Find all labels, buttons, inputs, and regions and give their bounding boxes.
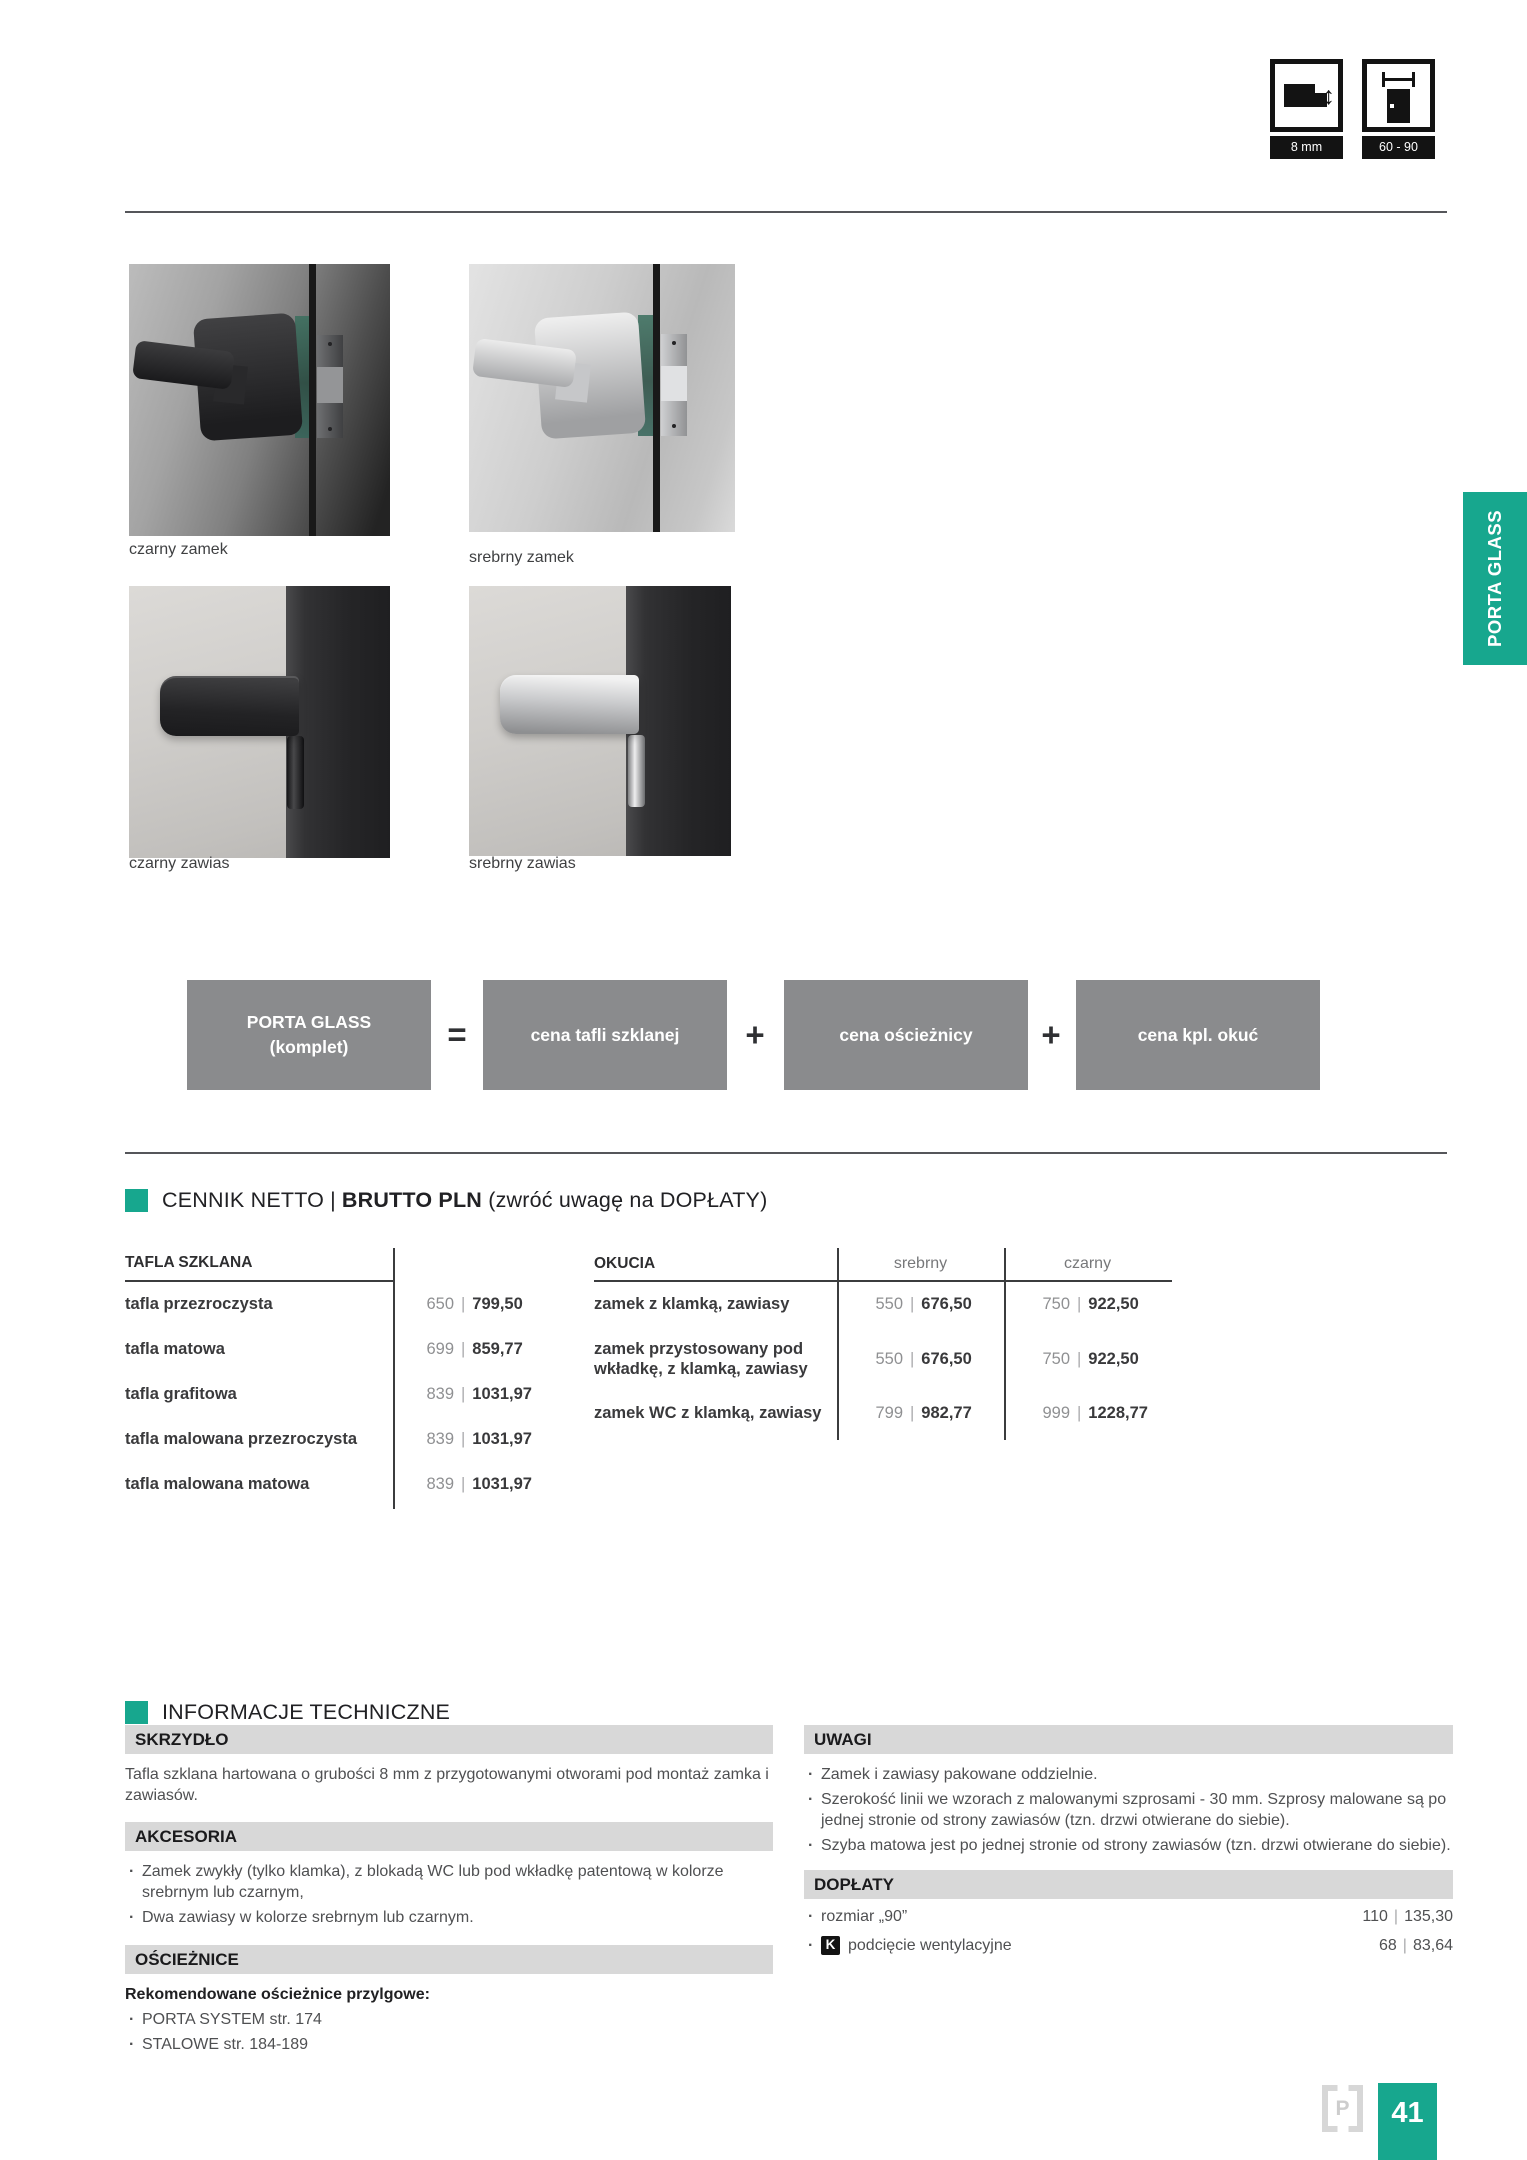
sidebar-tab-porta-glass: PORTA GLASS [1463, 492, 1527, 665]
glass-thickness-icon [1270, 59, 1343, 132]
bullet-item: · Zamek zwykły (tylko klamka), z blokadą WC lub pod wkładkę patentową w kolorze srebrnym lub czarnym, [125, 1861, 773, 1903]
netto-price: 839 [426, 1430, 454, 1448]
pricing-heading-part2: BRUTTO PLN [341, 1187, 483, 1212]
brutto-price: 859,77 [472, 1340, 523, 1358]
formula-term-box [784, 980, 1028, 1090]
glass-thickness-badge [1270, 59, 1343, 159]
ventilation-k-icon: · K [821, 1936, 840, 1955]
skrzydlo-text: Tafla szklana hartowana o grubości 8 mm z przygotowanymi otworami pod montaż zamka i zawiasów. [125, 1766, 769, 1805]
table-row: zamek przystosowany pod wkładkę, z klamką, zawiasy 550 | 676,50 750 | 922,50 [594, 1339, 1139, 1378]
netto-price: 799 [875, 1404, 903, 1422]
table-row: tafla przezroczysta 650 | 799,50 [125, 1295, 523, 1313]
formula-term-3: cena kpl. okuć [1137, 1024, 1259, 1045]
door-width-label: 60 - 90 [1362, 136, 1435, 159]
glass-edge [309, 264, 316, 536]
door-frame [286, 586, 390, 858]
technical-heading-text: INFORMACJE TECHNICZNE [162, 1699, 451, 1724]
brutto-price: 1031,97 [472, 1430, 532, 1448]
brutto-price: 1031,97 [472, 1385, 532, 1403]
bullet-item: · PORTA SYSTEM str. 174 [125, 2009, 773, 2030]
door-width-range-icon [1362, 59, 1435, 132]
bullet-item: · Zamek i zawiasy pakowane oddzielnie. [804, 1764, 1453, 1785]
section-bar-doplaty: DOPŁATY [804, 1870, 1453, 1899]
netto-price: 750 [1042, 1349, 1070, 1368]
technical-right-column [804, 1725, 1453, 1956]
silver-lock-label: srebrny zamek [469, 549, 574, 566]
brutto-price: 676,50 [921, 1295, 972, 1313]
table-divider [393, 1248, 395, 1509]
technical-heading [125, 1698, 450, 1726]
pricing-heading: CENNIK NETTO | BRUTTO PLN (zwróć uwagę na DOPŁATY) [125, 1186, 767, 1214]
silver-hinge-label: srebrny zawias [469, 855, 576, 872]
table-row: tafla grafitowa 839 | 1031,97 [125, 1385, 532, 1403]
formula-term-2: cena ościeżnicy [839, 1024, 973, 1045]
hinge-arm [500, 675, 639, 734]
black-lock-photo [129, 264, 390, 536]
silver-hinge-photo [469, 586, 731, 856]
table-divider [837, 1248, 839, 1440]
brutto-price: 922,50 [1088, 1349, 1139, 1368]
brutto-price: 135,30 [1404, 1908, 1453, 1926]
brutto-price: 922,50 [1088, 1295, 1139, 1313]
formula-result-line2: (komplet) [269, 1037, 349, 1057]
hardware-table-header: OKUCIA [594, 1255, 656, 1272]
black-hinge-label: czarny zawias [129, 855, 230, 872]
table-divider [1004, 1248, 1006, 1440]
formula-term-box [1076, 980, 1320, 1090]
formula-term-box [483, 980, 727, 1090]
section-bar-uwagi: UWAGI [804, 1725, 1453, 1754]
glass-edge [653, 264, 660, 532]
section-bar-oscieznice: OŚCIEŻNICE [125, 1945, 773, 1974]
door-frame [626, 586, 731, 856]
plus-sign: + [745, 1016, 765, 1053]
porta-logo: P [1322, 2085, 1363, 2132]
netto-price: 110 [1362, 1908, 1388, 1926]
netto-price: 999 [1042, 1404, 1070, 1422]
black-hinge-photo [129, 586, 390, 858]
page-number: 41 [1378, 2083, 1437, 2160]
glass-table-header: TAFLA SZKLANA [125, 1248, 393, 1282]
door-width-badge [1362, 59, 1435, 159]
pricing-heading-part3: (zwróć uwagę na DOPŁATY) [488, 1187, 768, 1212]
section-bar-skrzydlo: SKRZYDŁO [125, 1725, 773, 1754]
netto-price: 68 [1379, 1936, 1397, 1954]
section-bar-akcesoria: AKCESORIA [125, 1822, 773, 1851]
brutto-price: 982,77 [921, 1404, 972, 1422]
netto-price: 699 [426, 1340, 454, 1358]
formula-result-box [187, 980, 431, 1090]
column-header-black: czarny [1063, 1255, 1112, 1272]
table-row: tafla matowa 699 | 859,77 [125, 1340, 523, 1358]
bullet-item: · Szerokość linii we wzorach z malowanymi szprosami - 30 mm. Szprosy malowane są po jednej stronie od strony zawiasów (tzn. drzwi otwierane do siebie). [804, 1789, 1453, 1831]
brutto-price: 1228,77 [1088, 1404, 1148, 1422]
surcharge-row: · K podcięcie wentylacyjne 68 | 83,64 [804, 1935, 1453, 1956]
column-header-silver: srebrny [893, 1255, 948, 1272]
glass-price-table [125, 1248, 545, 1507]
table-row: tafla malowana matowa 839 | 1031,97 [125, 1475, 532, 1493]
updown-arrow-icon: ↕ [1322, 82, 1335, 110]
plus-sign: + [1041, 1016, 1061, 1053]
equals-sign: = [447, 1016, 467, 1053]
technical-left-column [125, 1725, 773, 2059]
silver-lock-photo [469, 264, 735, 532]
hinge-arm [160, 676, 298, 736]
netto-price: 550 [875, 1295, 903, 1313]
brutto-price: 799,50 [472, 1295, 523, 1313]
formula-term-1: cena tafli szklanej [530, 1024, 680, 1045]
brutto-price: 676,50 [921, 1349, 972, 1368]
brutto-price: 83,64 [1412, 1936, 1453, 1954]
netto-price: 839 [426, 1385, 454, 1403]
accent-square-icon [125, 1701, 148, 1724]
brutto-price: 1031,97 [472, 1475, 532, 1493]
table-row: zamek z klamką, zawiasy 550 | 676,50 750 | 922,50 [594, 1295, 1139, 1314]
surcharge-label: podcięcie wentylacyjne [848, 1936, 1012, 1954]
glass-thickness-label: 8 mm [1270, 136, 1343, 159]
netto-price: 839 [426, 1475, 454, 1493]
surcharge-row: · rozmiar „90” 110 | 135,30 [804, 1906, 1453, 1927]
accent-square-icon [125, 1189, 148, 1212]
bullet-item: · Dwa zawiasy w kolorze srebrnym lub czarnym. [125, 1907, 773, 1928]
oscieznice-subtitle: Rekomendowane ościeżnice przylgowe: [125, 1985, 430, 2003]
mid-divider [125, 1152, 1447, 1154]
formula-result-line1: PORTA GLASS [246, 1012, 372, 1033]
bullet-item: · STALOWE str. 184-189 [125, 2034, 773, 2055]
bullet-item: · Szyba matowa jest po jednej stronie od strony zawiasów (tzn. drzwi otwierane do siebie). [804, 1835, 1453, 1856]
netto-price: 750 [1042, 1295, 1070, 1313]
table-row: zamek WC z klamką, zawiasy 799 | 982,77 999 | 1228,77 [594, 1404, 1148, 1423]
black-lock-label: czarny zamek [129, 541, 228, 558]
surcharge-label: · rozmiar „90” [821, 1908, 908, 1926]
top-divider [125, 211, 1447, 213]
table-row: tafla malowana przezroczysta 839 | 1031,97 [125, 1430, 532, 1448]
pricing-heading-part1: CENNIK NETTO [162, 1187, 325, 1212]
hardware-price-table [594, 1248, 1172, 1436]
netto-price: 650 [426, 1295, 454, 1313]
netto-price: 550 [875, 1349, 903, 1368]
